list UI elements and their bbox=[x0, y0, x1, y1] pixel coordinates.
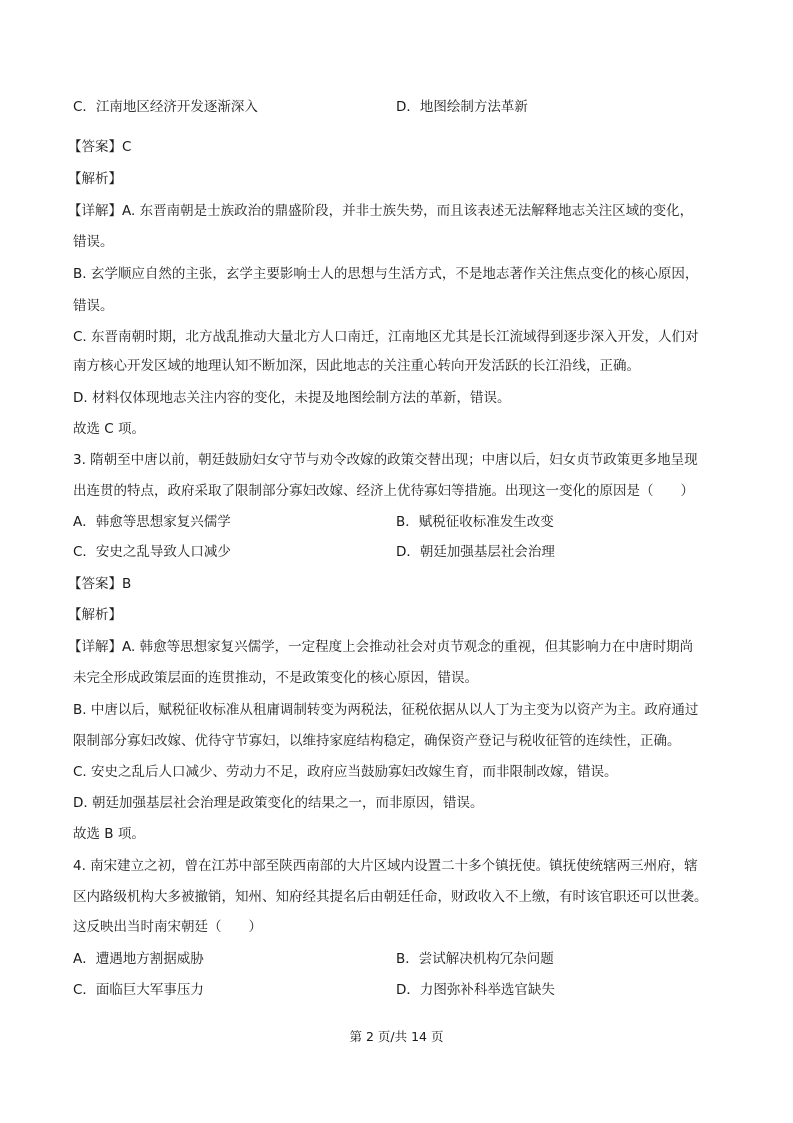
q3-option-b: B．赋税征收标准发生改变 bbox=[396, 514, 554, 530]
q2-detail-line: B. 玄学顺应自然的主张，玄学主要影响士人的思想与生活方式，不是地志著作关注焦点变化的核心原因， bbox=[73, 266, 699, 282]
q2-option-d: D．地图绘制方法革新 bbox=[396, 99, 528, 115]
q4-stem-line: 4. 南宋建立之初，曾在江苏中部至陕西南部的大片区域内设置二十多个镇抚使。镇抚使统辖两三州府，辖 bbox=[73, 858, 698, 874]
q4-option-c: C．面临巨大军事压力 bbox=[73, 982, 204, 998]
q2-answer: 【答案】C bbox=[68, 139, 132, 155]
q3-answer: 【答案】B bbox=[68, 576, 132, 592]
q3-detail-line: C. 安史之乱后人口减少、劳动力不足，政府应当鼓励寡妇改嫁生育，而非限制改嫁，错误。 bbox=[73, 764, 618, 780]
q4-option-d: D．力图弥补科举选官缺失 bbox=[396, 982, 555, 998]
q2-analysis-tag: 【解析】 bbox=[68, 171, 122, 187]
q3-stem-line: 3. 隋朝至中唐以前，朝廷鼓励妇女守节与劝令改嫁的政策交替出现；中唐以后，妇女贞节政策更多地呈现 bbox=[73, 452, 698, 468]
q3-detail-line: 【详解】A. 韩愈等思想家复兴儒学，一定程度上会推动社会对贞节观念的重视，但其影响力在中唐时期尚 bbox=[68, 639, 694, 655]
q4-stem-line: 区内路级机构大多被撤销，知州、知府经其提名后由朝廷任命，财政收入不上缴，有时该官职还可以世袭。 bbox=[73, 889, 708, 905]
q3-detail-line: 限制部分寡妇改嫁、优待守节寡妇，以维持家庭结构稳定，确保资产登记与税收征管的连续性，正确。 bbox=[73, 733, 681, 749]
q3-option-a: A．韩愈等思想家复兴儒学 bbox=[73, 514, 231, 530]
q4-option-b: B．尝试解决机构冗杂问题 bbox=[396, 951, 554, 967]
q3-stem-line: 出连贯的特点，政府采取了限制部分寡妇改嫁、经济上优待寡妇等措施。出现这一变化的原因是（ ） bbox=[73, 483, 694, 499]
q2-detail-line: 南方核心开发区域的地理认知不断加深，因此地志的关注重心转向开发活跃的长江沿线，正确。 bbox=[73, 358, 640, 374]
q4-option-a: A．遭遇地方割据威胁 bbox=[73, 951, 204, 967]
q2-detail-line: 错误。 bbox=[73, 298, 114, 314]
q3-detail-line: D. 朝廷加强基层社会治理是政策变化的结果之一，而非原因，错误。 bbox=[73, 795, 484, 811]
q2-detail-line: C. 东晋南朝时期，北方战乱推动大量北方人口南迁，江南地区尤其是长江流域得到逐步深入开发，人们对 bbox=[73, 329, 699, 345]
q2-conclusion: 故选 C 项。 bbox=[73, 421, 146, 437]
q2-detail-line: 【详解】A. 东晋南朝是士族政治的鼎盛阶段，并非士族失势，而且该表述无法解释地志关注区域的变化， bbox=[68, 203, 694, 219]
q3-option-c: C．安史之乱导致人口减少 bbox=[73, 544, 231, 560]
q2-option-c: C．江南地区经济开发逐渐深入 bbox=[73, 99, 258, 115]
q3-detail-line: B. 中唐以后，赋税征收标准从租庸调制转变为两税法，征税依据从以人丁为主变为以资产为主。政府通过 bbox=[73, 702, 699, 718]
q2-detail-line: 错误。 bbox=[73, 234, 114, 250]
q2-detail-line: D. 材料仅体现地志关注内容的变化，未提及地图绘制方法的革新，错误。 bbox=[73, 390, 511, 406]
q3-conclusion: 故选 B 项。 bbox=[73, 826, 145, 842]
q3-detail-line: 未完全形成政策层面的连贯推动，不是政策变化的核心原因，错误。 bbox=[73, 670, 478, 686]
q3-analysis-tag: 【解析】 bbox=[68, 607, 122, 623]
page-number-footer: 第 2 页/共 14 页 bbox=[349, 1029, 444, 1044]
q3-option-d: D．朝廷加强基层社会治理 bbox=[396, 544, 555, 560]
q4-stem-line: 这反映出当时南宋朝廷（ ） bbox=[73, 919, 262, 935]
